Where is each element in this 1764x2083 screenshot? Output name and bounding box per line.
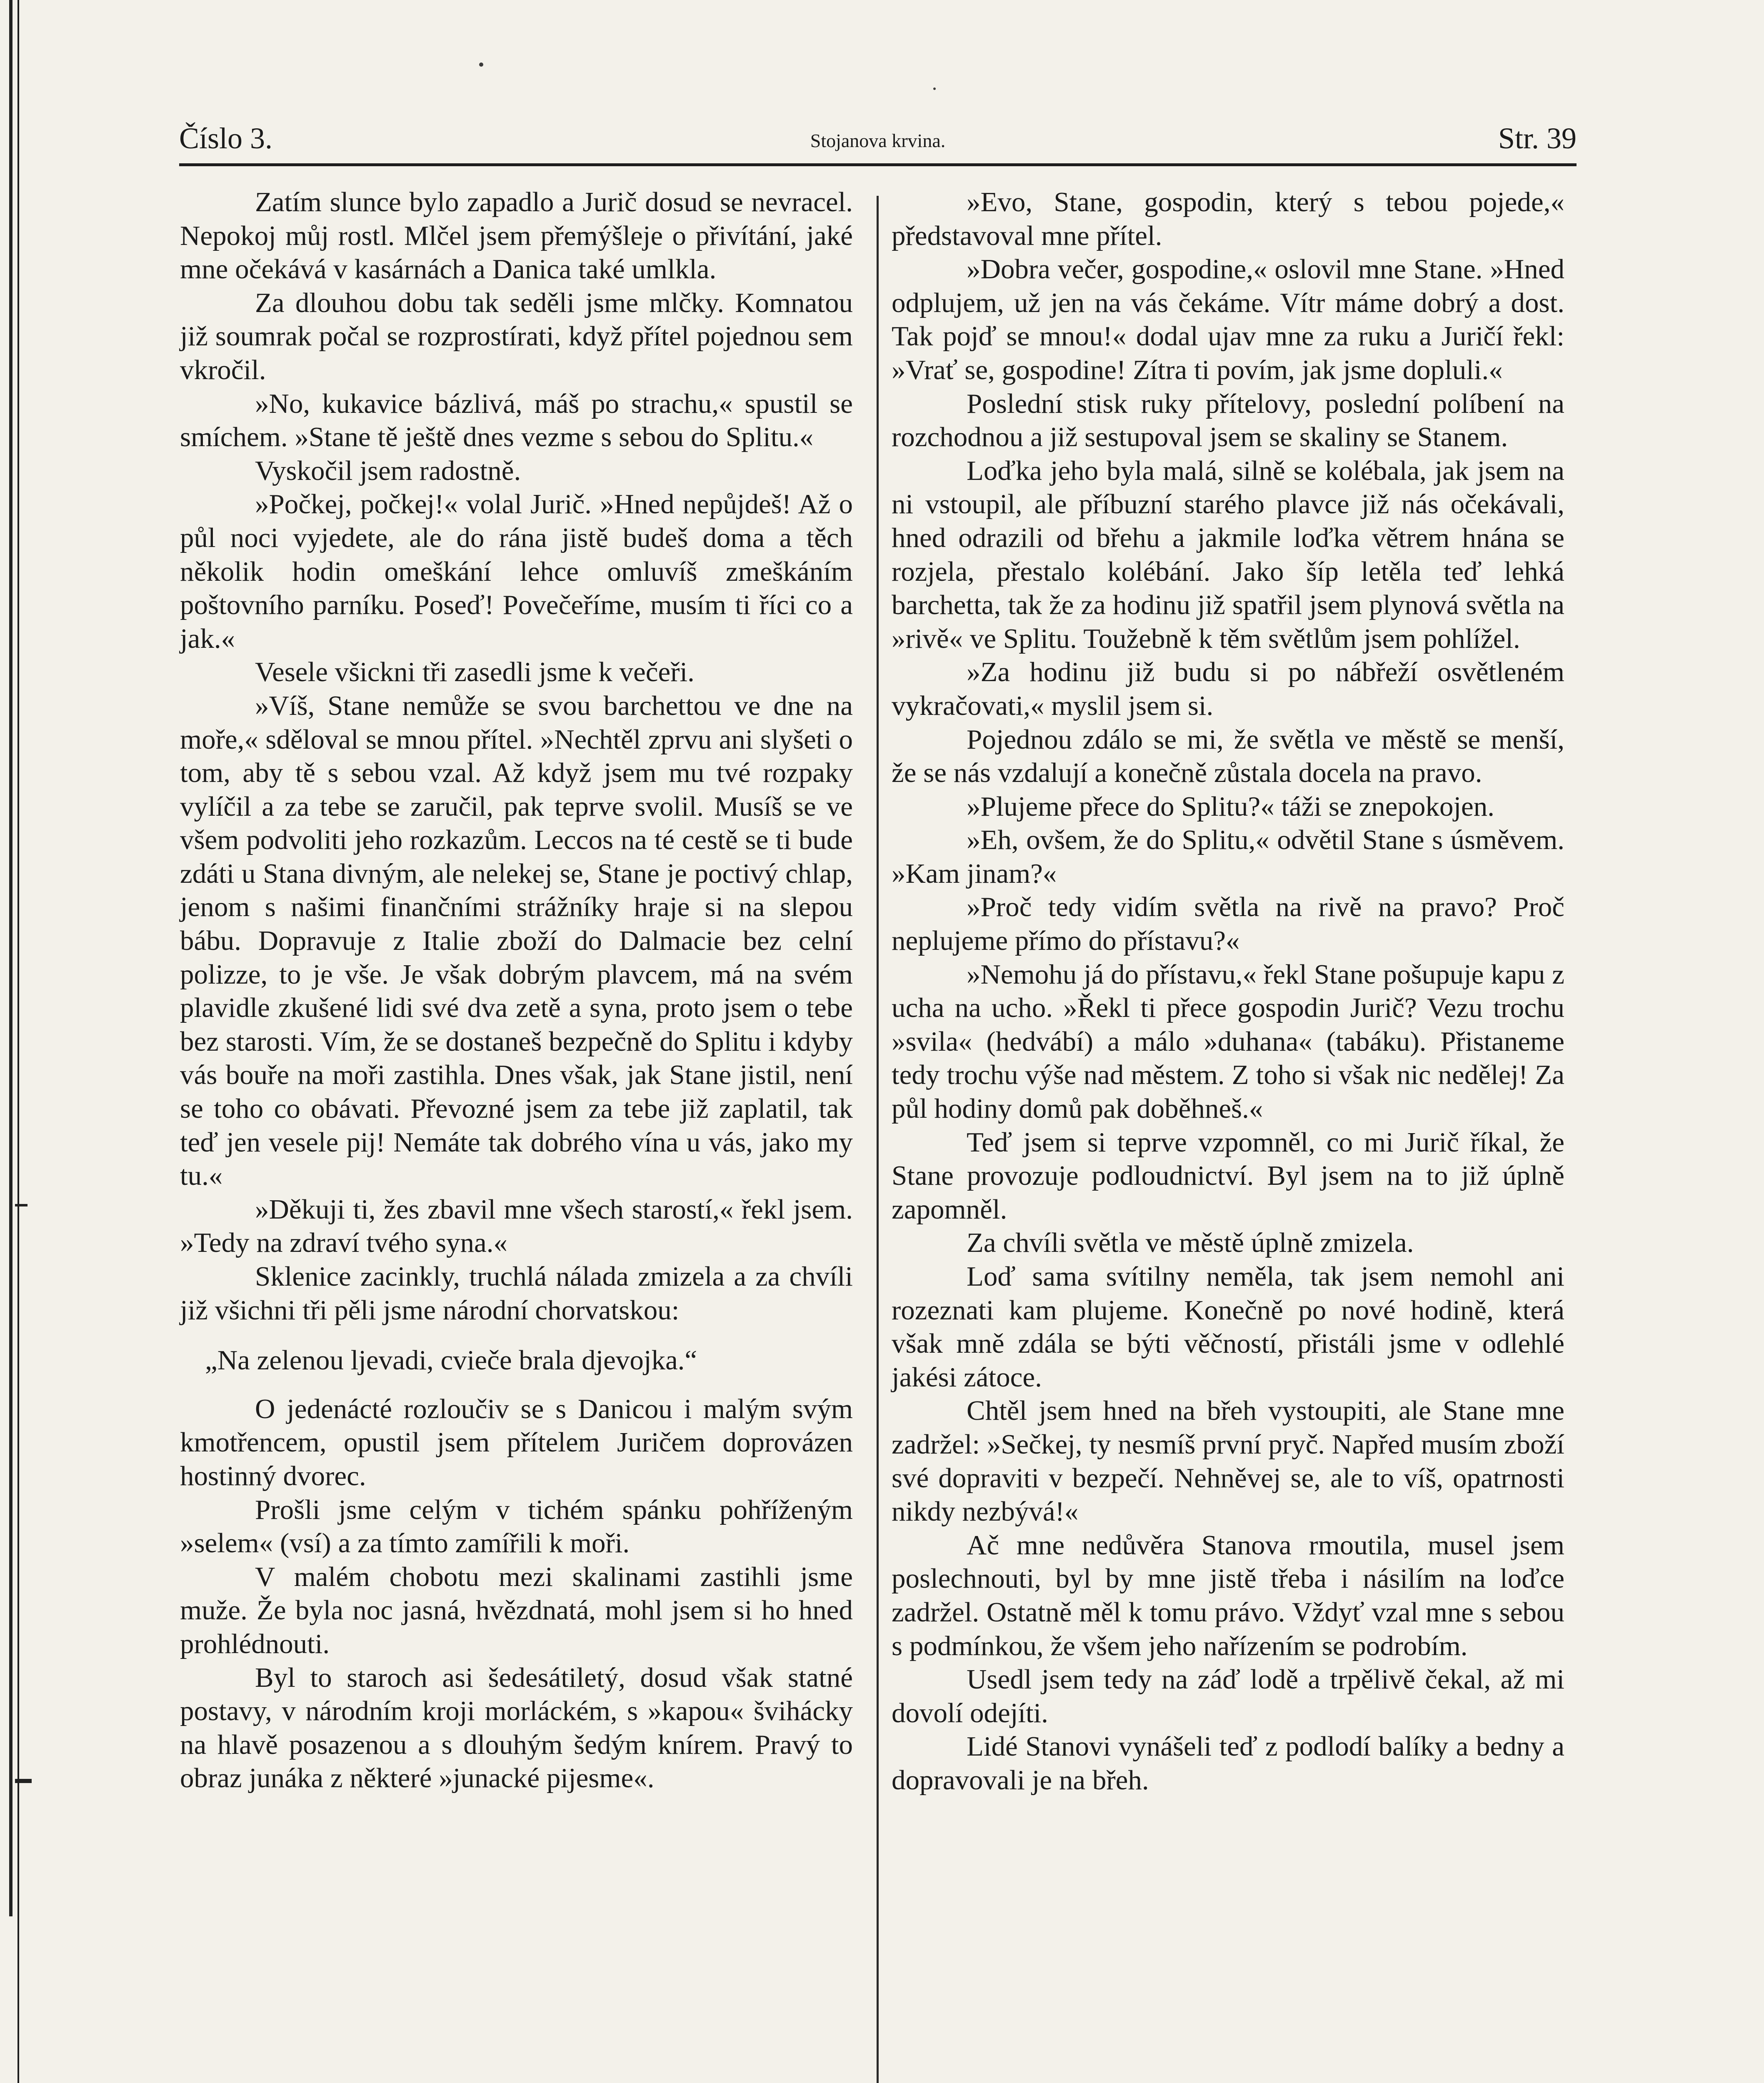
paragraph: Zatím slunce bylo zapadlo a Jurič dosud se nevracel. Nepokoj můj rostl. Mlčel jsem přemýšleje o přivítání, jaké mne očekává v kasárnách a Danica také umlkla. (180, 187, 853, 285)
paragraph: »Za hodinu již budu si po nábřeží osvětleném vykračovati,« myslil jsem si. (892, 657, 1564, 721)
paragraph: »Počkej, počkej!« volal Jurič. »Hned nepůjdeš! Až o půl noci vyjedete, ale do rána jistě budeš doma a těch několik hodin omeškání lehce omluvíš zmeškáním poštovního parníku. Poseď! Povečeříme, musím ti říci co a jak.« (180, 489, 853, 654)
paper-speck (479, 62, 483, 67)
paragraph: »Dobra večer, gospodine,« oslovil mne Stane. »Hned odplujem, už jen na vás čekáme. Vítr máme dobrý a dost. Tak pojď se mnou!« dodal ujav mne za ruku a Juričí řekl: »Vrať se, gospodine! Zítra ti povím, jak jsme dopluli.« (892, 254, 1564, 385)
paragraph: Za dlouhou dobu tak seděli jsme mlčky. Komnatou již soumrak počal se rozprostírati, když přítel pojednou sem vkročil. (180, 287, 853, 385)
paragraph: Pojednou zdálo se mi, že světla ve městě se menší, že se nás vzdalují a konečně zůstala docela na pravo. (892, 724, 1564, 789)
page-number: Str. 39 (1498, 122, 1577, 155)
paragraph: Byl to staroch asi šedesátiletý, dosud však statné postavy, v národním kroji morláckém, s »kapou« švihácky na hlavě posazenou a s dlouhým šedým knírem. Pravý to obraz junáka z některé »junacké pijesme«. (180, 1662, 853, 1794)
paper-speck (933, 87, 936, 90)
page-binding-edge (0, 0, 19, 2083)
paragraph: Usedl jsem tedy na záď lodě a trpělivě čekal, až mi dovolí odejíti. (892, 1664, 1564, 1728)
paragraph: Vyskočil jsem radostně. (255, 455, 521, 486)
paragraph: Sklenice zacinkly, truchlá nálada zmizela a za chvíli již všichni tři pěli jsme národní chorvatskou: (180, 1261, 853, 1326)
paragraph: Ač mne nedůvěra Stanova rmoutila, musel jsem poslechnouti, byl by mne jistě třeba i násilím na loďce zadržel. Ostatně měl k tomu právo. Vždyť vzal mne s sebou s podmínkou, že všem jeho nařízením se podrobím. (892, 1529, 1564, 1661)
right-text-column (892, 185, 1564, 1797)
running-title: Stojanova krvina. (810, 130, 946, 151)
paragraph: Chtěl jsem hned na břeh vystoupiti, ale Stane mne zadržel: »Sečkej, ty nesmíš první pryč. Napřed musím zboží své dopraviti v bezpečí. Nehněvej se, ale to víš, opatrnosti nikdy nezbývá!« (892, 1395, 1564, 1527)
paragraph: Poslední stisk ruky přítelovy, poslední políbení na rozchodnou a již sestupoval jsem se skaliny se Stanem. (892, 388, 1564, 453)
margin-mark (15, 1204, 27, 1206)
paragraph: »Nemohu já do přístavu,« řekl Stane pošupuje kapu z ucha na ucho. »Řekl ti přece gospodin Jurič? Vezu trochu »svila« (hedvábí) a málo »duhana« (tabáku). Přistaneme tedy trochu výše nad městem. Z toho si však nic nedělej! Za půl hodiny domů pak doběhneš.« (892, 959, 1564, 1124)
paragraph: »Plujeme přece do Splitu?« táži se znepokojen. (967, 791, 1495, 822)
issue-number: Číslo 3. (179, 122, 273, 155)
running-header (179, 109, 1577, 166)
paragraph: Loď sama svítilny neměla, tak jsem nemohl ani rozeznati kam plujeme. Konečně po nové hodině, která však mně zdála se býti věčností, přistáli jsme v odlehlé jakési zátoce. (892, 1261, 1564, 1393)
left-text-column (180, 185, 853, 1795)
paragraph: »Víš, Stane nemůže se svou barchettou ve dne na moře,« sděloval se mnou přítel. »Nechtěl zprvu ani slyšeti o tom, aby tě s sebou vzal. Až když jsem mu tvé rozpaky vylíčil a za tebe se zaručil, pak teprve svolil. Musíš se ve všem podvoliti jeho rozkazům. Leccos na té cestě se ti bude zdáti u Stana divným, ale nelekej se, Stane je poctivý chlap, jenom s našimi finančními strážníky hraje si na slepou bábu. Dopravuje z Italie zboží do Dalmacie bez celní polizze, to je vše. Je však dobrým plavcem, má na svém plavidle zkušené lidi své dva zetě a syna, proto jsem o tebe bez starosti. Vím, že se dostaneš bezpečně do Splitu i kdyby vás bouře na moři zastihla. Dnes však, jak Stane jistil, není se toho co obávati. Převozné jsem za tebe již zaplatil, tak teď jen vesele pij! Nemáte tak dobrého vína u vás, jako my tu.« (180, 690, 853, 1191)
column-divider (877, 196, 879, 2083)
paragraph: »Proč tedy vidím světla na rivě na pravo? Proč neplujeme přímo do přístavu?« (892, 892, 1564, 957)
paragraph: »Eh, ovšem, že do Splitu,« odvětil Stane s úsměvem. »Kam jinam?« (892, 824, 1564, 889)
paragraph: Za chvíli světla ve městě úplně zmizela. (967, 1227, 1414, 1259)
paragraph: O jedenácté rozloučiv se s Danicou i malým svým kmotřencem, opustil jsem přítelem Juričem doprovázen hostinný dvorec. (180, 1393, 853, 1491)
song-verse: „Na zelenou ljevadi, cvieče brala djevojka.“ (205, 1345, 697, 1376)
paragraph: Vesele všickni tři zasedli jsme k večeři. (255, 657, 695, 688)
paragraph: »Děkuji ti, žes zbavil mne všech starostí,« řekl jsem. »Tedy na zdraví tvého syna.« (180, 1194, 853, 1259)
paragraph: Loďka jeho byla malá, silně se kolébala, jak jsem na ni vstoupil, ale příbuzní starého plavce již nás očekávali, hned odrazili od břehu a jakmile loďka větrem hnána se rozjela, přestalo kolébání. Jako šíp letěla teď lehká barchetta, tak že za hodinu již spatřil jsem plynová světla na »rivě« ve Splitu. Toužebně k těm světlům jsem pohlížel. (892, 455, 1564, 654)
paragraph: Teď jsem si teprve vzpomněl, co mi Jurič říkal, že Stane provozuje podloudnictví. Byl jsem na to již úplně zapomněl. (892, 1126, 1564, 1225)
paragraph: Prošli jsme celým v tichém spánku pohříženým »selem« (vsí) a za tímto zamířili k moři. (180, 1494, 853, 1559)
paragraph: »Evo, Stane, gospodin, který s tebou pojede,« představoval mne přítel. (892, 187, 1564, 251)
paragraph: »No, kukavice bázlivá, máš po strachu,« spustil se smíchem. »Stane tě ještě dnes vezme s sebou do Splitu.« (180, 388, 853, 453)
paragraph: Lidé Stanovi vynášeli teď z podlodí balíky a bedny a dopravovali je na břeh. (892, 1731, 1564, 1796)
margin-mark (15, 1779, 32, 1783)
paragraph: V malém chobotu mezi skalinami zastihli jsme muže. Že byla noc jasná, hvězdnatá, mohl jsem si ho hned prohlédnouti. (180, 1561, 853, 1659)
